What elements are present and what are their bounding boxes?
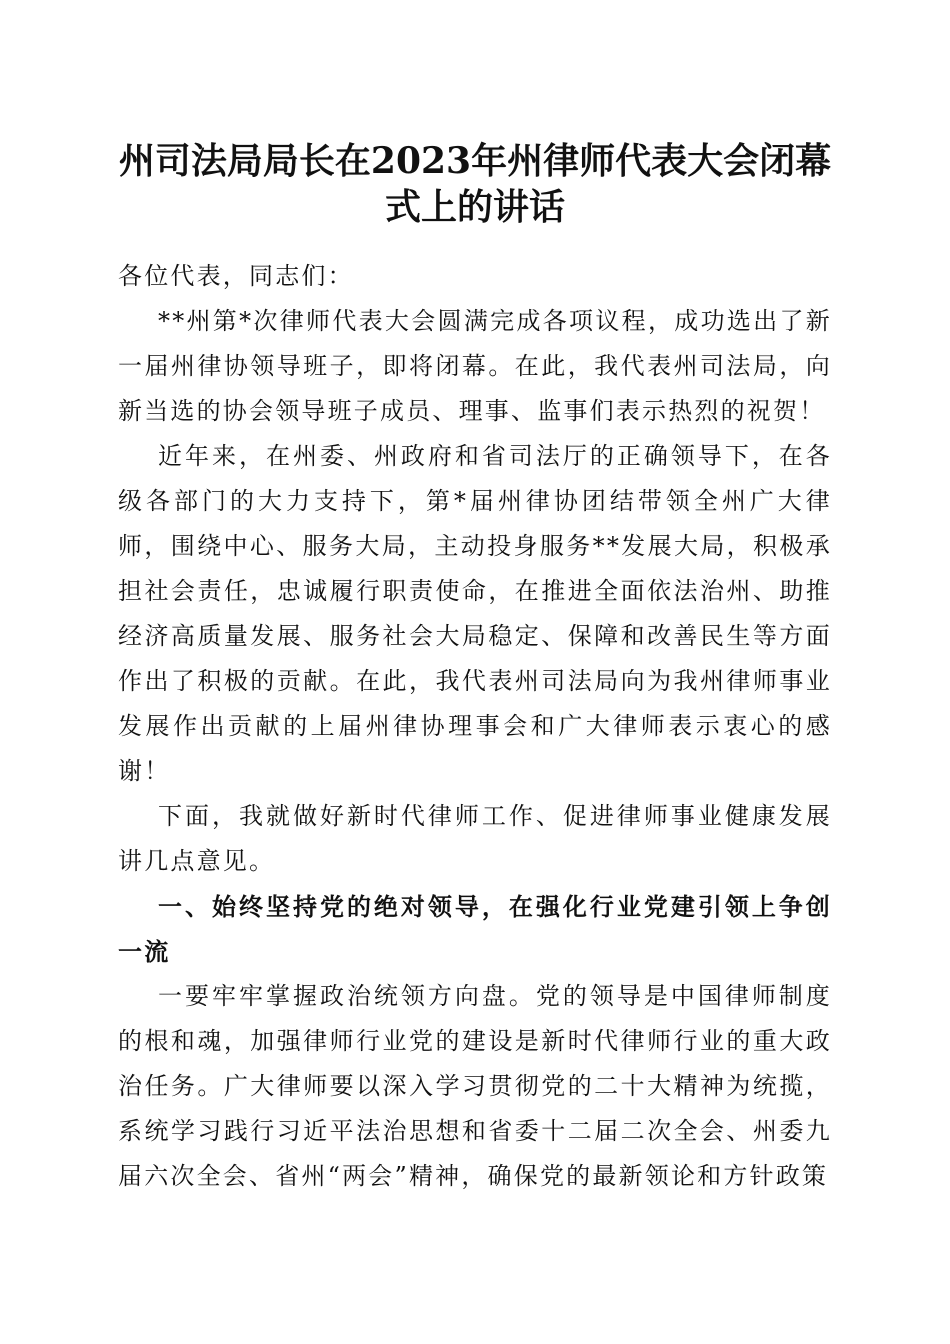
section-heading: 一、始终坚持党的绝对领导，在强化行业党建引领上争创一流 — [118, 892, 832, 966]
paragraph: 近年来，在州委、州政府和省司法厅的正确领导下，在各级各部门的大力支持下，第*届州律协团结带领全州广大律师，围绕中心、服务大局，主动投身服务**发展大局，积极承担社会责任，忠诚履行职责使命，在推进全面依法治州、助推经济高质量发展、服务社会大局稳定、保障和改善民生等方面作出了积极的贡献。在此，我代表州司法局向为我州律师事业发展作出贡献的上届州律协理事会和广大律师表示衷心的感谢！ — [118, 442, 832, 785]
document-title: 州司法局局长在2023年州律师代表大会闭幕式上的讲话 — [118, 140, 832, 228]
salutation: 各位代表，同志们： — [118, 262, 354, 290]
paragraph: 一要牢牢掌握政治统领方向盘。党的领导是中国律师制度的根和魂，加强律师行业党的建设是新时代律师行业的重大政治任务。广大律师要以深入学习贯彻党的二十大精神为统揽，系统学习践行习近平法治思想和省委十二届二次全会、州委九届六次全会、省州“两会”精神，确保党的最新领论和方针政策 — [118, 982, 832, 1190]
paragraph: **州第*次律师代表大会圆满完成各项议程，成功选出了新一届州律协领导班子，即将闭幕。在此，我代表州司法局，向新当选的协会领导班子成员、理事、监事们表示热烈的祝贺！ — [118, 307, 832, 425]
paragraph: 下面，我就做好新时代律师工作、促进律师事业健康发展讲几点意见。 — [118, 802, 832, 875]
document-body — [118, 254, 832, 1199]
